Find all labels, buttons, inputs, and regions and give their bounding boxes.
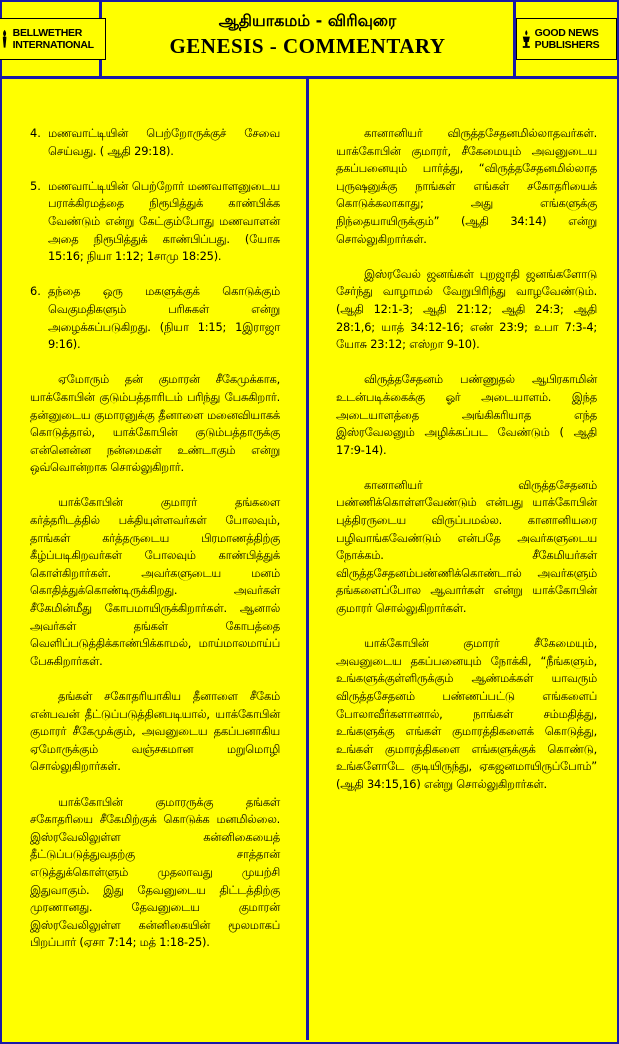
good-news-logo	[516, 18, 617, 60]
body-paragraph: கானானியர் விருத்தசேதனம் பண்ணிக்கொள்ளவேண்டும் என்பது யாக்கோபின் புத்திரருடைய விருப்பமல்ல. கானானியரை பழிவாங்கவேண்டும் என்பதே அவர்களுடைய நோக்கம். சீகேமியர்கள் விருத்தசேதனம்பண்ணிக்கொண்டால் அவர்களும் தங்களைப்போல ஆவார்கள் என்று யாக்கோபின் குமாரர் சொல்லுகிறார்கள்.	[336, 477, 597, 616]
list-item-number: 4.	[30, 126, 41, 140]
right-column	[312, 79, 617, 1040]
lamp-icon	[521, 22, 532, 56]
list-item-number: 6.	[30, 284, 41, 299]
body-paragraph: யாக்கோபின் குமாரருக்கு தங்கள் சகோதரியை சீகேமிற்குக் கொடுக்க மனமில்லை. இஸ்ரவேலிலுள்ள கன்னிகையைத் தீட்டுப்படுத்துவதற்கு சாத்தான் எடுத்துக்கொள்ளும் முதலாவது முயற்சி இதுவாகும். இது தேவனுடைய திட்டத்திற்கு முரணானது. தேவனுடைய குமாரன் இஸ்ரவேலிலுள்ள கன்னிகையின் மூலமாகப் பிறப்பார் (ஏசா 7:14; மத் 1:18-25).	[30, 794, 280, 950]
good-news-logo-box	[513, 2, 617, 76]
body-paragraph: யாக்கோபின் குமாரர் தங்களை கர்த்தரிடத்தில் பக்தியுள்ளவர்கள் போலவும், தாங்கள் கர்த்தருடைய பிரமாணத்திற்கு கீழ்ப்படிகிறவர்கள் போலவும் காண்பித்துக் கொள்கிறார்கள். அவர்களுடைய மனம் கொதித்துக்கொண்டிருக்கிறது. அவர்கள் சீகேமின்மீது கோபமாயிருக்கிறார்கள். ஆனால் அவர்கள் தங்கள் கோபத்தை வெளிப்படுத்திக்காண்பிக்காமல், மாய்மாலமாய்ப் பேசுகிறார்கள்.	[30, 495, 280, 668]
list-item-text: தந்தை ஒரு மகளுக்குக் கொடுக்கும் வெகுமதிகளும் பரிசுகள் என்று அழைக்கப்படுகிறது. (நியா 1:15; 1இராஜா 9:16).	[48, 284, 280, 352]
list-item-text: மணவாட்டியின் பெற்றோர் மணவாளனுடைய பராக்கிரமத்தை நிரூபித்துக் காண்பிக்க வேண்டும் என்று கேட்கும்போது மணவாளன் அதை நிரூபித்துக் காண்பிப்பது. (யோசு 15:16; நியா 1:12; 1சாமு 18:25).	[48, 178, 280, 264]
body-paragraph: தங்கள் சகோதரியாகிய தீனாளை சீகேம் என்பவன் தீட்டுப்படுத்தினபடியால், யாக்கோபின் குமாரர் சீகேமுக்கும், அவனுடைய தகப்பனாகிய ஏமோருக்கும் வஞ்சகமான மறுமொழி சொல்லுகிறார்கள்.	[30, 689, 280, 774]
title-box	[102, 2, 513, 76]
good-news-logo-text: GOOD NEWS PUBLISHERS	[534, 27, 600, 51]
torch-icon	[0, 22, 9, 56]
bellwether-logo-text: BELLWETHER INTERNATIONAL	[12, 27, 94, 51]
list-item	[30, 178, 280, 266]
bellwether-logo	[0, 18, 106, 60]
body-paragraph: விருத்தசேதனம் பண்ணுதல் ஆபிரகாமின் உடன்படிக்கைக்கு ஓர் அடையாளம். இந்த அடையாளத்தை அங்கிகரியாத எந்த இஸ்ரவேலனும் அழிக்கப்பட வேண்டும் ( ஆதி 17:9-14).	[336, 372, 597, 457]
list-item-number: 5.	[30, 178, 41, 193]
body-paragraph: இஸ்ரவேல் ஜனங்கள் புறஜாதி ஜனங்களோடு சேர்ந்து வாழாமல் வேறுபிரிந்து வாழவேண்டும். (ஆதி 12:1-3; ஆதி 21:12; ஆதி 24:3; ஆதி 28:1,6; யாத் 34:12-16; எண் 23:9; உபா 7:3-4; யோசு 23:12; எஸ்றா 9-10).	[336, 266, 597, 352]
body-paragraph: யாக்கோபின் குமாரர் சீகேமையும், அவனுடைய தகப்பனையும் நோக்கி, “நீங்களும், உங்களுக்குள்ளிருக்கும் ஆண்மக்கள் யாவரும் விருத்தசேதனம் பண்ணப்பட்டு எங்களைப் போலாவீர்களானால், நாங்கள் சம்மதித்து, உங்களுக்கு எங்கள் குமாரத்திகளைக் கொடுத்து, உங்கள் குமாரத்திகளை எங்களுக்குக் கொண்டு, உங்களோடே குடியிருந்து, ஏகஜனமாயிருப்போம்” (ஆதி 34:15,16) என்று சொல்லுகிறார்கள்.	[336, 636, 597, 791]
body-paragraph: ஏமோரும் தன் குமாரன் சீகேமுக்காக, யாக்கோபின் குடும்பத்தாரிடம் பரிந்து பேசுகிறார். தன்னுடைய குமாரனுக்கு தீனாளை மனைவியாகக் கொடுத்தால், யாக்கோபின் குடும்பத்தாருக்கு என்னென்ன நன்மைகள் உண்டாகும் என்று ஒவ்வொன்றாக சொல்லுகிறார்.	[30, 372, 280, 475]
page-header	[2, 2, 617, 79]
page-title-tamil: ஆதியாகமம் - விரிவுரை	[218, 11, 397, 30]
list-item	[30, 125, 280, 160]
list-item	[30, 283, 280, 353]
bellwether-logo-box	[2, 2, 102, 76]
left-column	[2, 79, 309, 1040]
page-title-english: GENESIS - COMMENTARY	[169, 34, 446, 58]
body-paragraph: கானானியர் விருத்தசேதனமில்லாதவர்கள். யாக்கோபின் குமாரர், சீகேமையும் அவனுடைய தகப்பனையும் பார்த்து, “விருத்தசேதனமில்லாத புருஷனுக்கு நாங்கள் எங்கள் சகோதரியைக் கொடுக்கலாகாது; அது எங்களுக்கு நிந்தையாயிருக்கும்” (ஆதி 34:14) என்று சொல்லுகிறார்கள்.	[336, 126, 597, 246]
list-item-text: மணவாட்டியின் பெற்றோருக்குச் சேவை செய்வது. ( ஆதி 29:18).	[48, 126, 280, 158]
